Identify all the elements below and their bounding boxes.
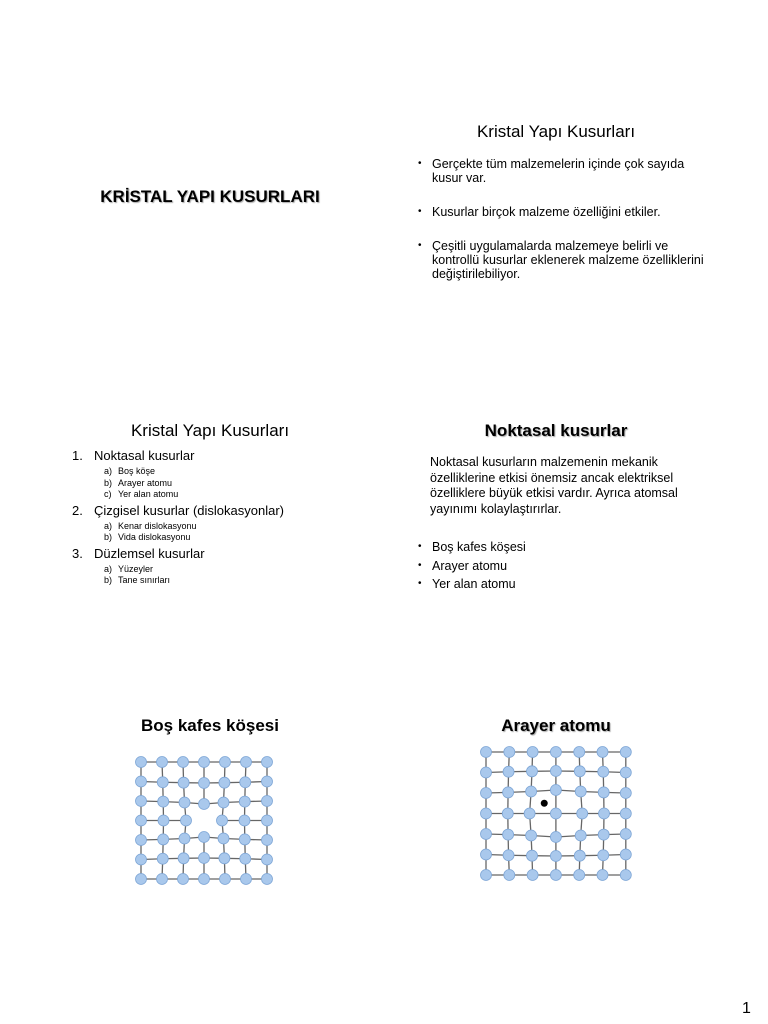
atom — [218, 833, 229, 844]
atom — [178, 757, 189, 768]
atom — [218, 797, 229, 808]
atom — [158, 834, 169, 845]
atom — [240, 777, 251, 788]
atom — [217, 815, 228, 826]
atom — [550, 785, 561, 796]
sub-item: Yer alan atomu — [118, 489, 179, 499]
atom — [481, 849, 492, 860]
slide3-title: Kristal Yapı Kusurları — [130, 421, 290, 440]
atom — [527, 747, 538, 758]
atom — [598, 766, 609, 777]
atom — [179, 833, 190, 844]
atom — [220, 757, 231, 768]
atom — [575, 786, 586, 797]
atom — [502, 808, 513, 819]
atom — [574, 870, 585, 881]
atom — [239, 796, 250, 807]
bullet: • Arayer atomu — [418, 557, 708, 576]
slide5-title: Boş kafes köşesi — [141, 716, 279, 735]
atom — [527, 766, 538, 777]
atom — [527, 850, 538, 861]
atom — [199, 757, 210, 768]
atom — [178, 874, 189, 885]
atom — [481, 767, 492, 778]
atom — [550, 851, 561, 862]
atom — [136, 757, 147, 768]
interstitial-lattice-figure — [474, 740, 638, 886]
interstitial-atom — [541, 800, 548, 807]
atom — [262, 796, 273, 807]
atom — [620, 747, 631, 758]
atom — [136, 815, 147, 826]
atom — [136, 796, 147, 807]
atom — [136, 835, 147, 846]
atom — [157, 874, 168, 885]
atom — [620, 767, 631, 778]
atom — [157, 757, 168, 768]
atom — [262, 815, 273, 826]
atom — [620, 788, 631, 799]
atom — [136, 776, 147, 787]
atom — [199, 832, 210, 843]
bullet: • Boş kafes köşesi — [418, 538, 708, 557]
atom — [178, 853, 189, 864]
list-item: 3. Düzlemsel kusurlar — [72, 545, 205, 561]
atom — [481, 829, 492, 840]
slide4-paragraph: Noktasal kusurların malzemenin mekanik özelliklerine etkisi önemsiz ancak elektriksel özelliklere büyük etkisi vardır. Ayrıca atomsal yayınımı kolaylaştırırlar. — [430, 455, 678, 516]
atom — [199, 853, 210, 864]
slide4-title: Noktasal kusurlar — [484, 421, 628, 440]
atom — [620, 808, 631, 819]
slide2-bullets — [418, 157, 708, 281]
atom — [503, 850, 514, 861]
atom — [181, 815, 192, 826]
slide4-bullets — [418, 538, 708, 594]
atom — [524, 808, 535, 819]
list-item: 1. Noktasal kusurlar — [72, 448, 195, 463]
atom — [262, 854, 273, 865]
atom — [199, 799, 210, 810]
atom — [262, 776, 273, 787]
atom — [574, 766, 585, 777]
sub-item: Yüzeyler — [118, 563, 154, 574]
atom — [158, 796, 169, 807]
atom — [550, 747, 561, 758]
atom — [574, 850, 585, 861]
atom — [526, 786, 537, 797]
atom — [481, 788, 492, 799]
atom — [239, 834, 250, 845]
atom — [527, 870, 538, 881]
atom — [550, 870, 561, 881]
sub-item: Tane sınırları — [118, 575, 171, 585]
atom — [136, 854, 147, 865]
sub-item: Boş köşe — [118, 466, 156, 476]
atom — [481, 870, 492, 881]
atom — [550, 832, 561, 843]
atom — [262, 835, 273, 846]
bullet: • Çeşitli uygulamalarda malzemeye belirli ve kontrollü kusurlar eklenerek malzeme özelliklerini değiştirilebiliyor. — [418, 239, 708, 281]
atom — [574, 747, 585, 758]
atom — [503, 829, 514, 840]
atom — [598, 787, 609, 798]
atom — [620, 870, 631, 881]
sub-item: Kenar dislokasyonu — [118, 520, 197, 531]
atom — [503, 787, 514, 798]
atom — [239, 815, 250, 826]
atom — [241, 757, 252, 768]
bullet: • Gerçekte tüm malzemelerin içinde çok sayıda kusur var. — [418, 157, 708, 185]
atom — [241, 874, 252, 885]
atom — [179, 797, 190, 808]
atom — [575, 830, 586, 841]
list-item: 2. Çizgisel kusurlar (dislokasyonlar) — [72, 502, 285, 518]
atom — [504, 747, 515, 758]
slide2-title: Kristal Yapı Kusurları — [476, 122, 636, 141]
slide6-title: Arayer atomu — [501, 716, 611, 735]
atom — [262, 874, 273, 885]
vacancy-lattice-figure — [130, 750, 280, 890]
atom — [503, 766, 514, 777]
atom — [598, 850, 609, 861]
atom — [550, 766, 561, 777]
atom — [178, 777, 189, 788]
atom — [481, 747, 492, 758]
atom — [158, 815, 169, 826]
bullet: • Kusurlar birçok malzeme özelliğini etkiler. — [418, 205, 708, 219]
sub-item: Arayer atomu — [118, 477, 173, 488]
atom — [577, 808, 588, 819]
atom — [597, 870, 608, 881]
atom — [157, 853, 168, 864]
atom — [550, 808, 561, 819]
atom — [199, 874, 210, 885]
slide1-title: KRİSTAL YAPI KUSURLARI — [100, 187, 320, 206]
atom — [219, 853, 230, 864]
atom — [481, 808, 492, 819]
atom — [620, 849, 631, 860]
atom — [262, 757, 273, 768]
slide3-list: 1. Noktasal kusurlar a) Boş köşe b) Arayer atomu c) Yer alan atomu 2. Çizgisel kusurlar (dislokasyonlar) a) Kenar dislokasyonu b) Vida dislokasyonu 3. Düzlemsel kusurlar a) Yüzeyler b) Tane sınırları — [72, 448, 372, 589]
atom — [504, 870, 515, 881]
atom — [598, 829, 609, 840]
atom — [136, 874, 147, 885]
atom — [219, 777, 230, 788]
atom — [220, 874, 231, 885]
atom — [157, 777, 168, 788]
atom — [526, 830, 537, 841]
sub-item: Vida dislokasyonu — [118, 532, 191, 542]
bullet: • Yer alan atomu — [418, 575, 708, 594]
atom — [240, 853, 251, 864]
page-number: 1 — [742, 1000, 751, 1017]
atom — [620, 829, 631, 840]
atom — [199, 778, 210, 789]
atom — [597, 747, 608, 758]
atom — [599, 808, 610, 819]
